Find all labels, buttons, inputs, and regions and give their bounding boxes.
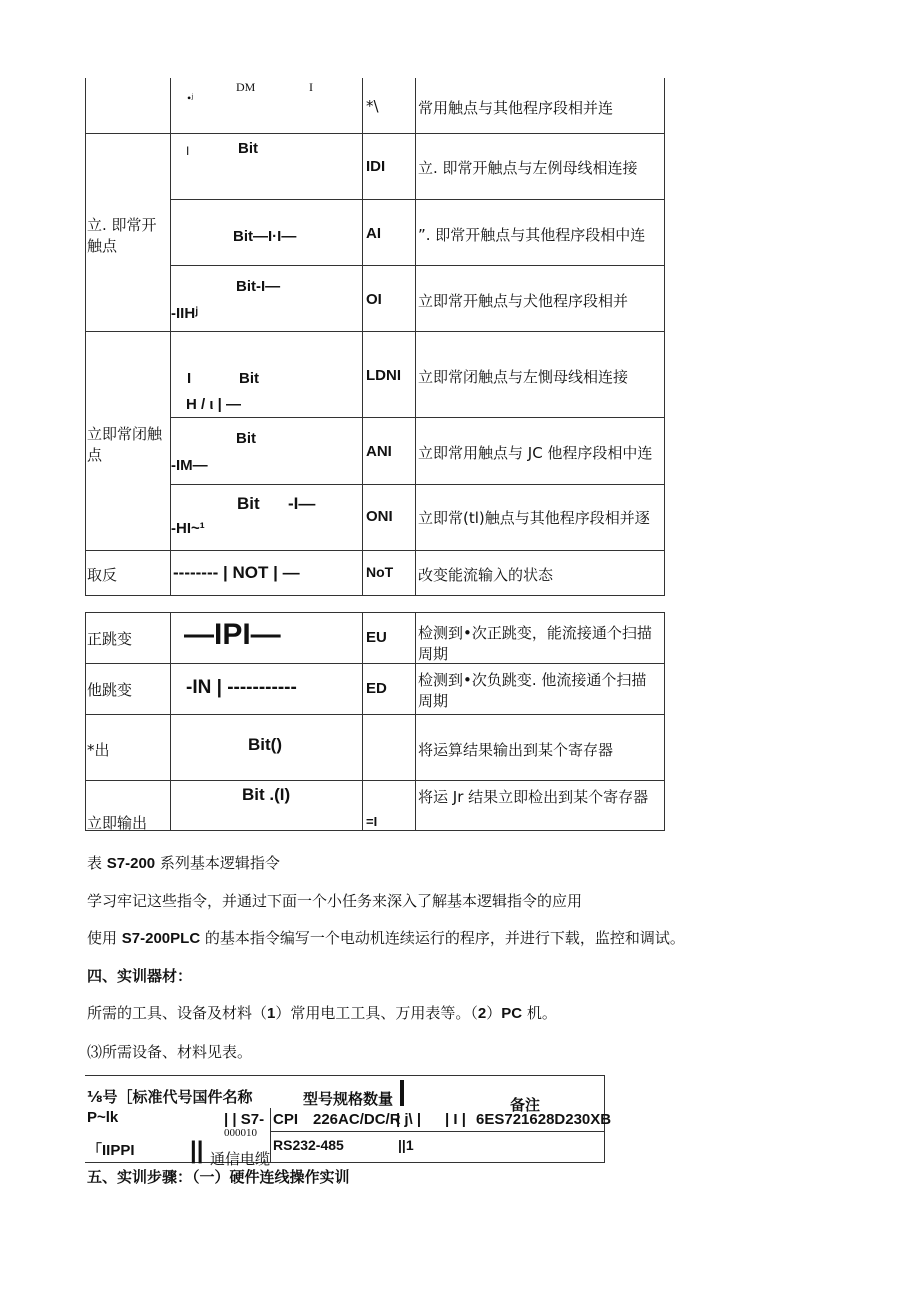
- t1-row5-desc: 立即常用触点与 JC 他程序段相中连: [418, 444, 653, 462]
- t1-row5-code: ANI: [366, 443, 392, 460]
- t3-r2-d: RS232-485: [273, 1137, 344, 1153]
- t2-row3-name: 立即输出: [87, 814, 148, 832]
- t1-row4-sym-c: H / ι | —: [186, 396, 242, 413]
- t1-row0-desc: 常用触点与其他程序段相并连: [418, 99, 614, 117]
- t1-row0-code: *\: [366, 97, 379, 115]
- t3-r1-f: | I |: [445, 1111, 466, 1128]
- paragraph-task: 使用 S7-200PLC 的基本指令编写一个电动机连续运行的程序，并进行下载，监控和调试。: [87, 929, 685, 947]
- t1-row3-code: OI: [366, 291, 382, 308]
- t3-r2-b: ||: [190, 1137, 204, 1164]
- t1-row1-sym-a: I: [186, 144, 190, 158]
- t1-row6-sym-a: Bit: [237, 494, 260, 513]
- section-heading-5: 五、实训步骤：（一）硬件连线操作实训: [87, 1168, 350, 1186]
- t2-row3-desc: 将运 Jr 结果立即检出到某个寄存器: [418, 788, 649, 806]
- t1-row1-sym-b: Bit: [238, 140, 258, 157]
- t3-r2-a: 「IIPPI: [87, 1142, 135, 1159]
- t1-row2-desc: ”. 即常开触点与其他程序段相中连: [418, 226, 646, 244]
- t2-row3-code: =I: [366, 814, 378, 829]
- t1-row4-sym-a: I: [187, 370, 192, 387]
- t1-row2-code: AI: [366, 225, 381, 242]
- t1-row6-sym-b: -I—: [288, 494, 316, 513]
- t1-row7-sym: -------- | NOT | —: [173, 563, 300, 582]
- t3-r1-g: 6ES721628D230XB: [476, 1111, 612, 1128]
- t3-r1-b: | | S7-: [224, 1111, 265, 1128]
- t1-row5-sym-a: Bit: [236, 430, 256, 447]
- t1-row3-sym-b: -IIHʲ: [171, 305, 199, 322]
- t1-row6-desc: 立即常(tl)触点与其他程序段相并逐: [418, 509, 650, 527]
- t1-row3-desc: 立即常开触点与犬他程序段相并: [418, 292, 629, 310]
- t3-r1-a: P~lk: [87, 1109, 119, 1126]
- t1-row6-sym-c: -HI~¹: [171, 520, 205, 537]
- t1-row4-sym-b: Bit: [239, 370, 259, 387]
- t2-row1-code: ED: [366, 680, 387, 697]
- t1-row6-code: ONI: [366, 508, 393, 525]
- t3-r2-c: 通信电缆: [210, 1150, 271, 1168]
- t1-row7-code: NoT: [366, 564, 394, 580]
- t1-row4-code: LDNI: [366, 367, 401, 384]
- t2-row1-sym: -IN | -----------: [186, 677, 297, 698]
- t2-row2-name: *出: [87, 741, 110, 759]
- t3-r1-d: 226AC/DC/R: [313, 1111, 401, 1128]
- t1-row1-desc: 立. 即常开触点与左例母线相连接: [418, 159, 638, 177]
- t1-row3-sym-a: Bit-I—: [236, 278, 281, 295]
- t3-header-3: 备注: [510, 1096, 541, 1114]
- t3-r1-e: | j\ |: [396, 1111, 422, 1128]
- paragraph-tools: 所需的工具、设备及材料（1）常用电工工具、万用表等。（2）PC 机。: [87, 1004, 557, 1022]
- t3-header-2: 型号规格数量: [303, 1090, 394, 1108]
- t2-row2-sym: Bit(): [248, 735, 282, 754]
- t1-row7-desc: 改变能流输入的状态: [418, 566, 554, 584]
- t2-row0-desc-1: 检测到•次正跳变，能流接通个扫描: [418, 624, 652, 642]
- t1-group-open-line2: 触点: [87, 237, 118, 255]
- t1-row2-sym: Bit—I·I—: [233, 228, 297, 245]
- table-caption: 表 S7-200 系列基本逻辑指令: [87, 854, 280, 872]
- t3-r1-h: 000010: [224, 1127, 257, 1139]
- t1-row0-sym-b: I: [309, 80, 313, 94]
- section-heading-4: 四、实训器材：: [87, 967, 193, 985]
- t1-row7-name: 取反: [87, 566, 118, 584]
- paragraph-study: 学习牢记这些指令，并通过下面一个小任务来深入了解基本逻辑指令的应用: [87, 892, 583, 910]
- t3-header-1: ⅛号［标准代号国件名称: [87, 1088, 253, 1106]
- t2-row0-code: EU: [366, 629, 387, 646]
- t2-row3-sym: Bit .(I): [242, 785, 291, 804]
- t1-group-open-line1: 立. 即常开: [87, 216, 157, 234]
- t1-row0-sym-c: •ʲ: [187, 91, 194, 105]
- t3-r1-c: CPI: [273, 1111, 299, 1128]
- t2-row1-desc-2: 周期: [418, 692, 449, 710]
- t1-row0-sym-a: DM: [236, 80, 256, 94]
- paragraph-equipment: ⑶所需设备、材料见表。: [87, 1043, 253, 1061]
- t1-group-closed-line2: 点: [87, 446, 103, 464]
- t1-row4-desc: 立即常闭触点与左惻母线相连接: [418, 368, 629, 386]
- t1-row5-sym-b: -IM—: [171, 457, 208, 474]
- t1-group-closed-line1: 立即常闭触: [87, 425, 163, 443]
- t2-row0-name: 正跳变: [87, 630, 133, 648]
- t1-row1-code: IDI: [366, 158, 386, 175]
- t2-row0-sym: —IPI—: [184, 618, 281, 651]
- t3-r2-e: ||1: [398, 1137, 414, 1153]
- t2-row1-desc-1: 检测到•次负跳变. 他流接通个扫描: [418, 671, 647, 689]
- t2-row2-desc: 将运算结果输出到某个寄存器: [418, 741, 614, 759]
- t2-row0-desc-2: 周期: [418, 645, 449, 663]
- t2-row1-name: 他跳变: [87, 681, 133, 699]
